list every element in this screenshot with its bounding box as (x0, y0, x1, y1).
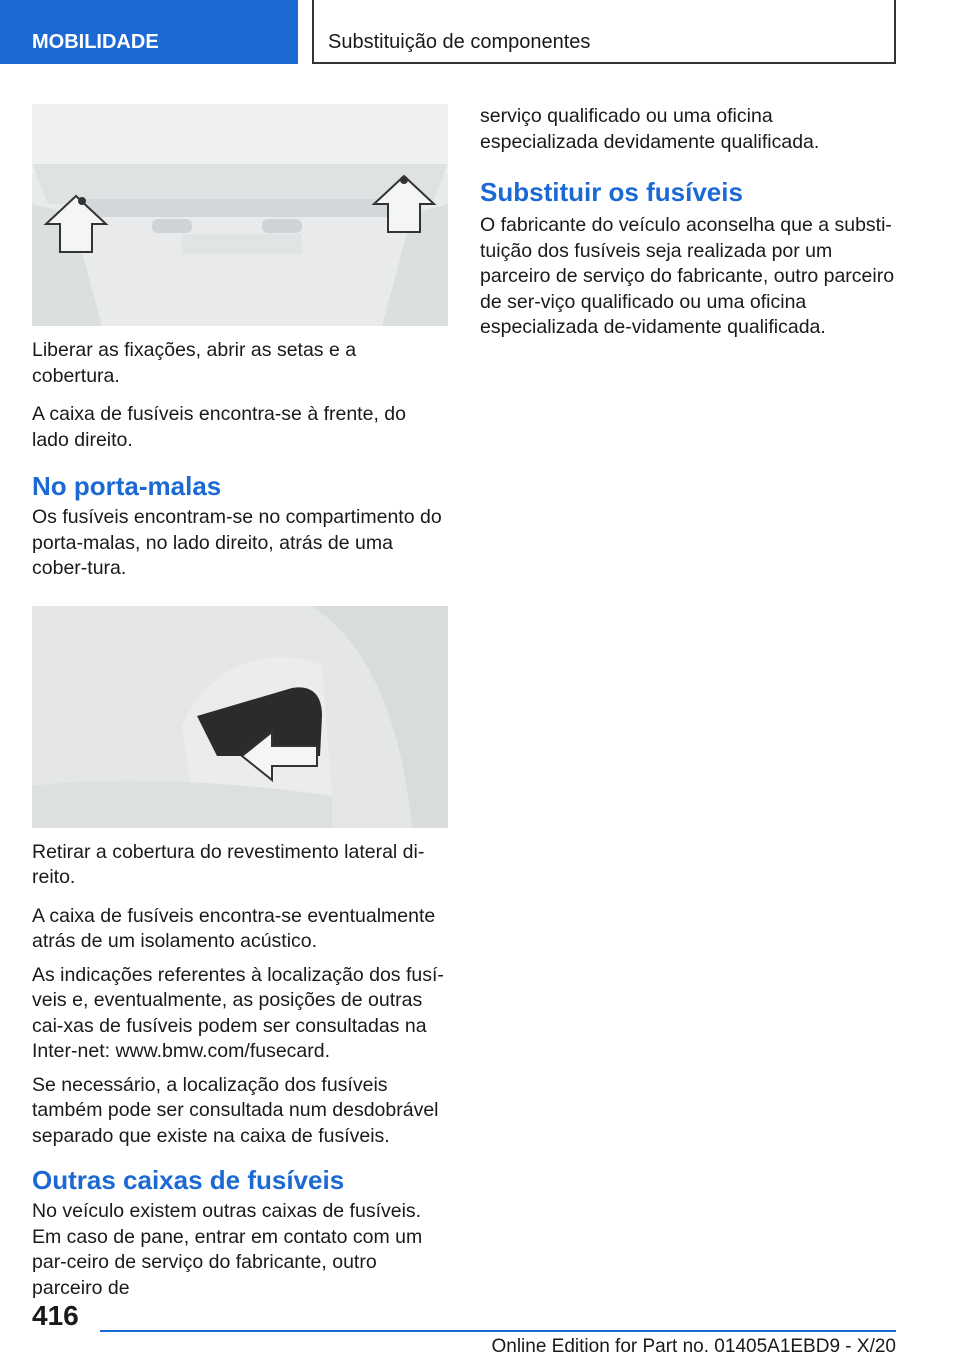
page-number: 416 (32, 1300, 79, 1331)
section-heading: Outras caixas de fusíveis (32, 1165, 345, 1195)
edition-footer: Online Edition for Part no. 01405A1EBD9 - X/20 (491, 1336, 896, 1357)
section-heading: Substituir os fusíveis (480, 177, 743, 207)
chapter-title: Substituição de componentes (312, 0, 896, 64)
paragraph: Se necessário, a localização dos fusíveis também pode ser consultada num desdobrável separado que existe na caixa de fusíveis. (32, 1073, 439, 1147)
paragraph: Os fusíveis encontram-se no compartimento do porta-malas, no lado direito, atrás de uma cober-tura. (32, 506, 442, 579)
right-column (480, 104, 896, 341)
footer-divider (100, 1330, 896, 1332)
figure-fuse-cover-fixings (32, 104, 448, 326)
section-heading: No porta-malas (32, 471, 222, 501)
paragraph: A caixa de fusíveis encontra-se à frente, do lado direito. (32, 403, 406, 451)
figure-caption: Liberar as fixações, abrir as setas e a cobertura. (32, 339, 357, 387)
left-column (32, 104, 448, 1301)
paragraph: As indicações referentes à localização dos fusí-veis e, eventualmente, as posições de outras cai-xas de fusíveis podem ser consultadas na Inter-net: www.bmw.com/fusecard. (32, 963, 444, 1062)
figure-trunk-side-cover (32, 606, 448, 828)
paragraph: A caixa de fusíveis encontra-se eventualmente atrás de um isolamento acústico. (32, 904, 436, 952)
paragraph: serviço qualificado ou uma oficina especializada devidamente qualificada. (480, 105, 820, 153)
figure-caption: Retirar a cobertura do revestimento lateral di-reito. (32, 840, 425, 888)
paragraph: No veículo existem outras caixas de fusíveis. Em caso de pane, entrar em contato com um par-ceiro de serviço do fabricante, outro parceiro de (32, 1200, 423, 1299)
section-tab: MOBILIDADE (0, 0, 298, 64)
paragraph: O fabricante do veículo aconselha que a substi-tuição dos fusíveis seja realizada por um parceiro de serviço do fabricante, outro parceiro de ser-viço qualificado ou uma oficina especializada de-vidamente qualificada. (480, 214, 895, 338)
